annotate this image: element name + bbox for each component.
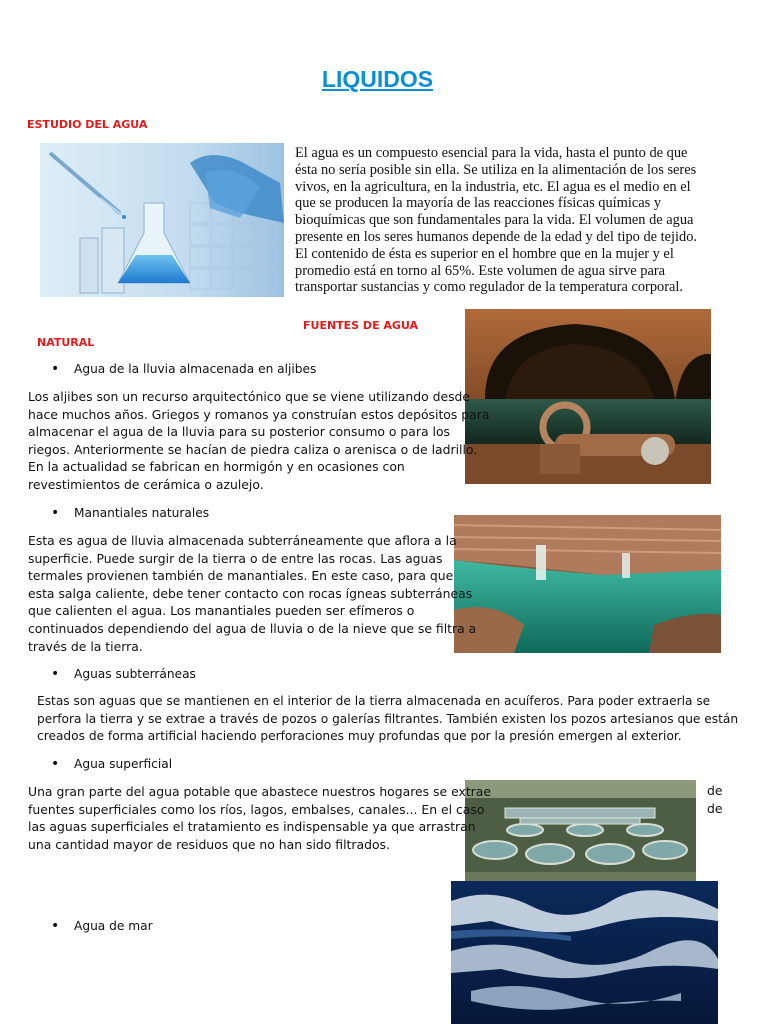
manantiales-paragraph <box>28 532 476 655</box>
intro-line: El contenido de ésta es superior en el hombre que en la mujer y el <box>295 245 674 262</box>
manantiales-line: esta salga caliente, debe tener contacto con rocas ígneas subterráneas <box>28 585 473 601</box>
page-title: LIQUIDOS <box>321 66 434 92</box>
treatment-plant-image <box>465 780 696 883</box>
sea-image <box>451 881 718 1024</box>
bullet-superficial <box>51 756 173 772</box>
subterraneas-paragraph <box>37 693 738 746</box>
superficial-line: Una gran parte del agua potable que abastece nuestros hogares se extrae <box>28 784 491 799</box>
subterraneas-line: perfora la tierra y se extrae a través de pozos o galerías filtrantes. También existen los pozos artesianos que están <box>37 711 739 726</box>
bullet-dot-icon: • <box>51 505 60 521</box>
manantiales-line: superficie. Puede surgir de la tierra o de entre las rocas. Las aguas <box>28 550 443 566</box>
aljibes-line: revestimientos de cerámica o azulejo. <box>28 476 264 492</box>
intro-line: bioquímicas que son fundamentales para la vida. El volumen de agua <box>295 212 694 229</box>
intro-line: vivos, en la agricultura, en la industria, etc. El agua es el medio en el <box>295 178 691 195</box>
intro-line: promedio está en torno al 65%. Este volumen de agua sirve para <box>295 262 666 279</box>
intro-line: que se producen la mayoría de las reacciones físicas químicas y <box>295 195 662 212</box>
superficial-line: una cantidad mayor de residuos que no han sido filtrados. <box>28 836 390 852</box>
spring-image <box>454 515 721 653</box>
laboratory-image <box>40 143 284 297</box>
bullet-label: Agua de la lluvia almacenada en aljibes <box>74 362 317 376</box>
aljibes-paragraph <box>28 388 489 494</box>
superficial-right-word: de <box>707 801 723 816</box>
bullet-label: Manantiales naturales <box>74 506 210 520</box>
bullet-dot-icon: • <box>51 918 60 934</box>
bullet-label: Agua de mar <box>74 919 153 933</box>
sources-heading: FUENTES DE AGUA <box>303 319 419 332</box>
intro-line: transportar sustancias y como regulador de la temperatura corporal. <box>295 279 683 296</box>
intro-line: ésta no sería posible sin ella. Se utiliza en la alimentación de los seres <box>295 161 697 178</box>
bullet-dot-icon: • <box>51 666 60 682</box>
aljibes-line: almacenar el agua de la lluvia para su posterior consumo o para los <box>28 424 450 440</box>
aljibes-line: riegos. Anteriormente se hacían de piedra caliza o arenisca o de ladrillo. <box>28 441 478 457</box>
manantiales-line: continuados dependiendo del agua de lluvia o de la nieve que se filtra a <box>28 620 477 636</box>
natural-heading: NATURAL <box>37 336 95 349</box>
cistern-image <box>465 309 711 484</box>
bullet-dot-icon: • <box>51 361 60 377</box>
aljibes-line: Los aljibes son un recurso arquitectónico que se viene utilizando desde <box>28 389 471 404</box>
subterraneas-line: creados de forma artificial haciendo perforaciones muy profundas que por la presión emergen al exterior. <box>37 729 682 744</box>
bullet-aljibes <box>51 361 317 377</box>
superficial-paragraph <box>28 783 491 853</box>
bullet-subterraneas <box>51 666 196 682</box>
manantiales-line: que calienten el agua. Los manantiales pueden ser efímeros o <box>28 603 415 619</box>
intro-paragraph <box>295 145 697 296</box>
aljibes-line: hace muchos años. Griegos y romanos ya construían estos depósitos para <box>28 406 490 422</box>
bullet-dot-icon: • <box>51 756 60 772</box>
superficial-line: las aguas superficiales el tratamiento es indispensable ya que arrastran <box>28 819 476 835</box>
bullet-manantiales <box>51 505 210 521</box>
manantiales-line: Esta es agua de lluvia almacenada subterráneamente que aflora a la <box>28 533 457 548</box>
aljibes-line: En la actualidad se fabrican en hormigón y en ocasiones con <box>28 459 405 475</box>
intro-line: El agua es un compuesto esencial para la vida, hasta el punto de que <box>295 145 688 161</box>
intro-line: presente en los seres humanos depende de la edad y del tipo de tejido. <box>295 228 698 245</box>
superficial-right-word: de <box>707 783 723 798</box>
study-heading: ESTUDIO DEL AGUA <box>27 118 148 131</box>
manantiales-line: termales provienen también de manantiales. En este caso, para que <box>28 568 454 584</box>
subterraneas-line: Estas son aguas que se mantienen en el interior de la tierra almacenada en acuíferos. Para poder extraerla se <box>37 694 711 708</box>
bullet-mar <box>51 918 153 934</box>
bullet-label: Aguas subterráneas <box>74 667 196 681</box>
superficial-line: fuentes superficiales como los ríos, lagos, embalses, canales... En el caso <box>28 801 485 817</box>
manantiales-line: través de la tierra. <box>28 638 143 654</box>
bullet-label: Agua superficial <box>74 757 173 771</box>
